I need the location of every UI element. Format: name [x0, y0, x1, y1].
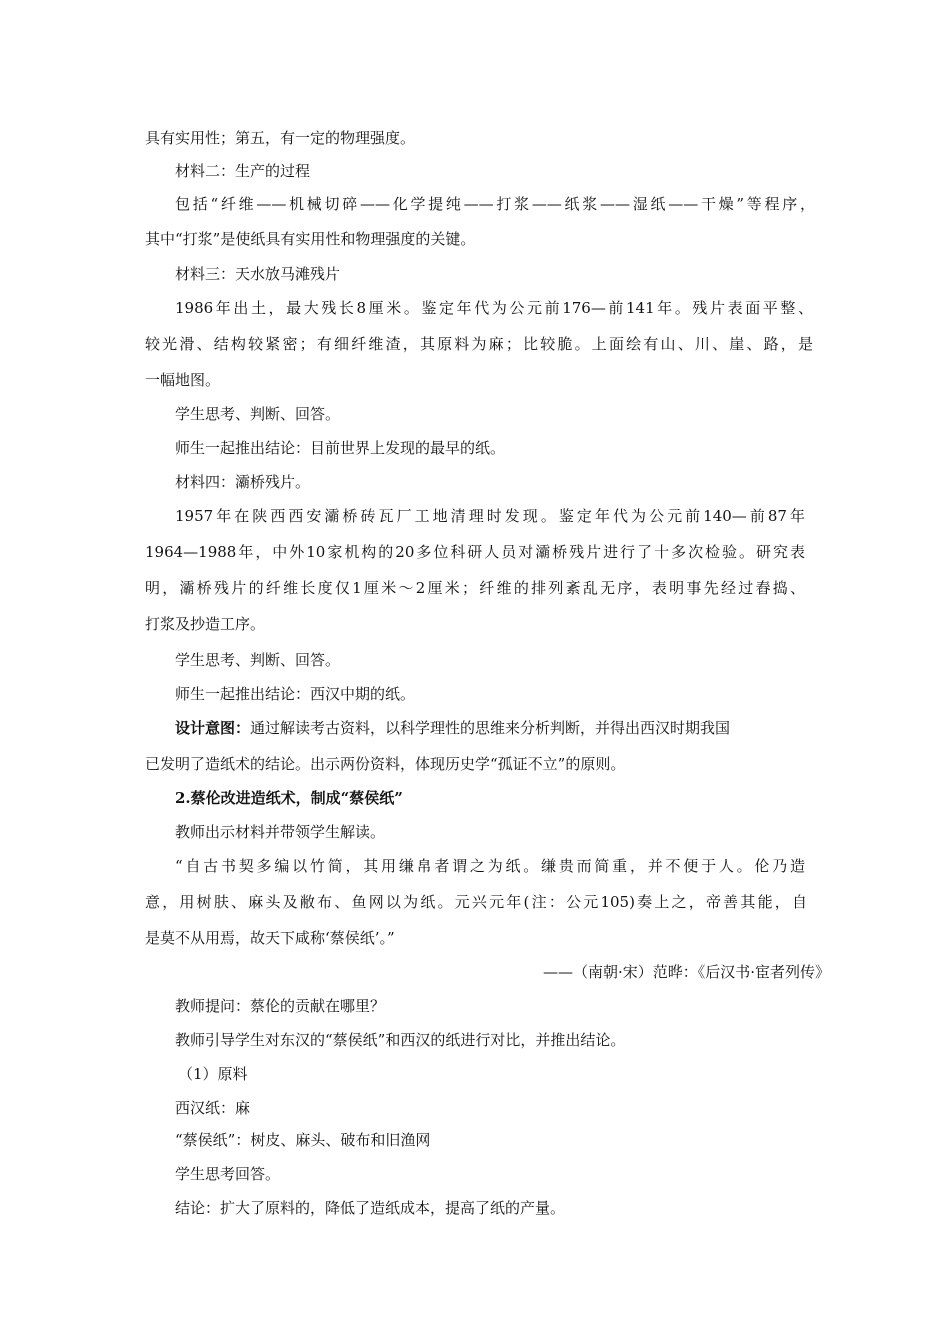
quote-source: ——（南朝·宋）范晔：《后汉书·宦者列传》	[542, 963, 830, 981]
paragraph-line: 教师提问：蔡伦的贡献在哪里？	[175, 997, 386, 1015]
design-intent-label: 设计意图：	[175, 719, 251, 737]
paragraph-line: 学生思考回答。	[175, 1165, 281, 1183]
paragraph-line: 包括“纤维——机械切碎——化学提纯——打浆——纸浆——湿纸——干燥”等程序，	[175, 195, 815, 213]
material-heading: 材料二：生产的过程	[175, 162, 311, 180]
paragraph-line: 1986年出土，最大残长8厘米。鉴定年代为公元前176—前141年。残片表面平整、	[175, 299, 813, 317]
design-intent-text: 通过解读考古资料，以科学理性的思维来分析判断，并得出西汉时期我国	[250, 719, 731, 737]
paragraph-line: 打浆及抄造工序。	[145, 615, 266, 633]
paragraph-line: “蔡侯纸”：树皮、麻头、破布和旧渔网	[175, 1131, 431, 1149]
conclusion-line: 结论：扩大了原料的，降低了造纸成本，提高了纸的产量。	[175, 1199, 566, 1217]
paragraph-line: 其中“打浆”是使纸具有实用性和物理强度的关键。	[145, 230, 476, 248]
paragraph-line: 具有实用性；第五，有一定的物理强度。	[145, 129, 416, 147]
paragraph-line: 一幅地图。	[145, 371, 221, 389]
material-heading: 材料四：灞桥残片。	[175, 473, 311, 491]
paragraph-line: 西汉纸：麻	[175, 1099, 251, 1117]
conclusion-line: 师生一起推出结论：目前世界上发现的最早的纸。	[175, 439, 506, 457]
paragraph-line: 1957年在陕西西安灞桥砖瓦厂工地清理时发现。鉴定年代为公元前140—前87年	[175, 507, 805, 525]
quote-line: 是莫不从用焉，故天下咸称‘蔡侯纸’。”	[145, 929, 395, 947]
paragraph-line: 已发明了造纸术的结论。出示两份资料，体现历史学“孤证不立”的原则。	[145, 755, 626, 773]
paragraph-line: 明，灞桥残片的纤维长度仅1厘米～2厘米；纤维的排列紊乱无序，表明事先经过舂捣、	[145, 579, 805, 597]
design-intent-line	[175, 718, 805, 738]
quote-line: 意，用树肤、麻头及敝布、鱼网以为纸。元兴元年(注：公元105)奏上之，帝善其能，自	[145, 893, 807, 911]
paragraph-line: 教师引导学生对东汉的“蔡侯纸”和西汉的纸进行对比，并推出结论。	[175, 1031, 626, 1049]
paragraph-line: 学生思考、判断、回答。	[175, 405, 341, 423]
paragraph-line: 1964—1988年，中外10家机构的20多位科研人员对灞桥残片进行了十多次检验。研究表	[145, 543, 805, 561]
paragraph-line: 教师出示材料并带领学生解读。	[175, 823, 386, 841]
quote-line: “自古书契多编以竹简，其用缣帛者谓之为纸。缣贵而简重，并不便于人。伦乃造	[175, 857, 805, 875]
material-heading: 材料三：天水放马滩残片	[175, 265, 341, 283]
subheading: （1）原料	[178, 1065, 248, 1083]
conclusion-line: 师生一起推出结论：西汉中期的纸。	[175, 685, 416, 703]
section-heading: 2.蔡伦改进造纸术，制成“蔡侯纸”	[175, 789, 403, 807]
paragraph-line: 学生思考、判断、回答。	[175, 651, 341, 669]
paragraph-line: 较光滑、结构较紧密；有细纤维渣，其原料为麻；比较脆。上面绘有山、川、崖、路，是	[145, 335, 813, 353]
